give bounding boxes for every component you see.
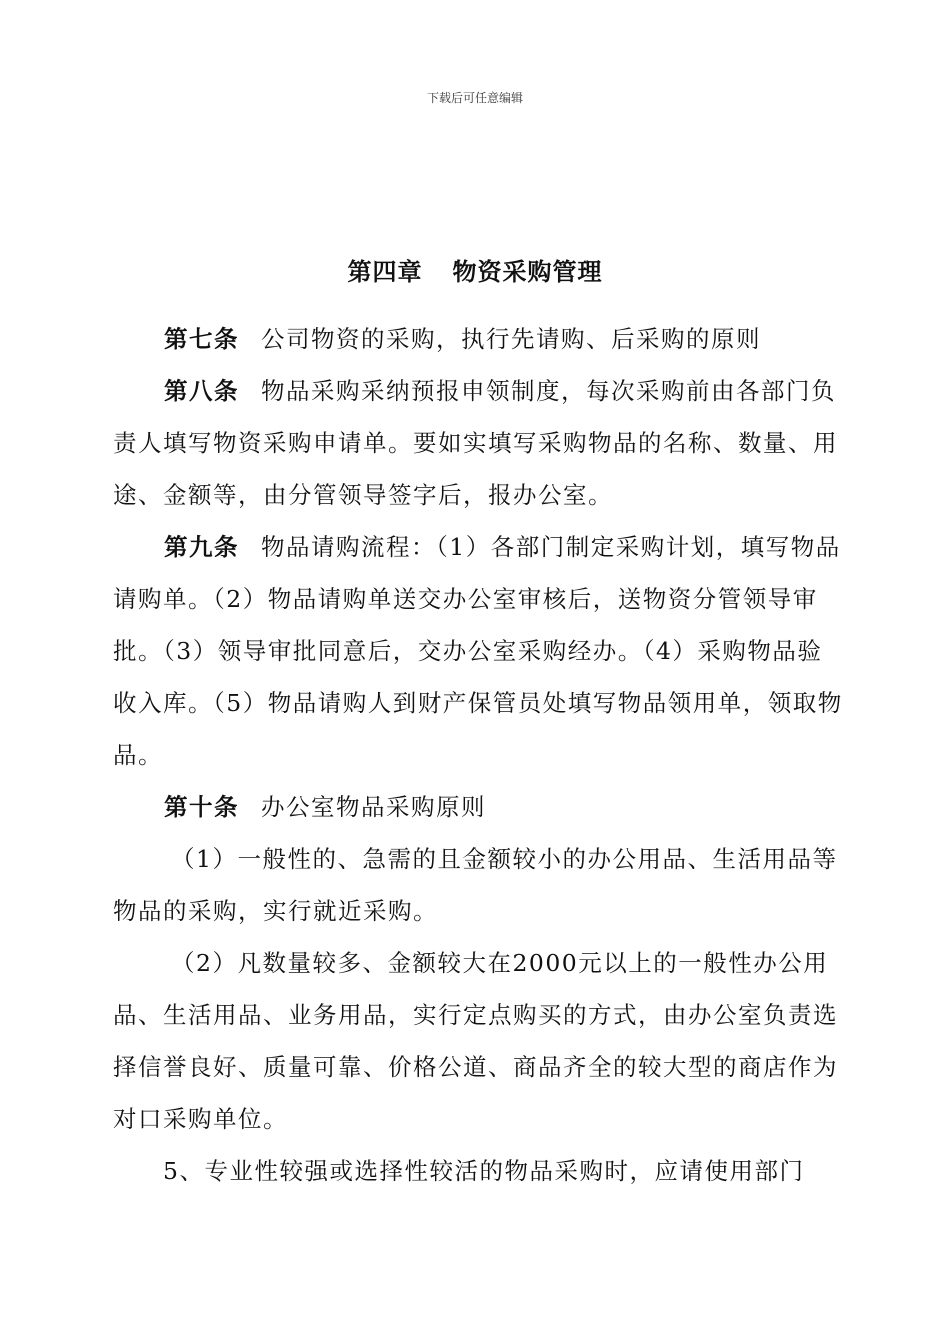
article-text: 办公室物品采购原则 bbox=[261, 793, 486, 821]
list-item-2: （2）凡数量较多、金额较大在2000元以上的一般性办公用品、生活用品、业务用品，实行定点购买的方式，由办公室负责选择信誉良好、质量可靠、价格公道、商品齐全的较大型的商店作为对口采购单位。 bbox=[113, 949, 838, 1133]
article-label: 第十条 bbox=[164, 793, 239, 821]
article-text: 物品采购采纳预报申领制度，每次采购前由各部门负责人填写物资采购申请单。要如实填写采购物品的名称、数量、用途、金额等，由分管领导签字后，报办公室。 bbox=[113, 377, 838, 509]
article-7 bbox=[113, 313, 843, 365]
chapter-number: 第四章 bbox=[347, 257, 423, 286]
article-label: 第九条 bbox=[164, 533, 239, 561]
document-body bbox=[113, 313, 843, 1197]
article-8 bbox=[113, 365, 843, 521]
article-10 bbox=[113, 781, 843, 833]
page-header: 下载后可任意编辑 bbox=[426, 91, 523, 105]
list-item-1: （1）一般性的、急需的且金额较小的办公用品、生活用品等物品的采购，实行就近采购。 bbox=[113, 845, 838, 925]
list-item-5: 5、专业性较强或选择性较活的物品采购时，应请使用部门 bbox=[163, 1157, 805, 1185]
article-label: 第七条 bbox=[164, 325, 239, 353]
article-text: 公司物资的采购，执行先请购、后采购的原则 bbox=[261, 325, 761, 353]
article-label: 第八条 bbox=[164, 377, 239, 405]
article-text: 物品请购流程：（1）各部门制定采购计划，填写物品请购单。（2）物品请购单送交办公室审核后，送物资分管领导审批。（3）领导审批同意后，交办公室采购经办。（4）采购物品验收入库。（5）物品请购人到财产保管员处填写物品领用单，领取物品。 bbox=[113, 533, 843, 769]
chapter-title bbox=[0, 252, 950, 287]
article-9 bbox=[113, 521, 843, 781]
chapter-name: 物资采购管理 bbox=[452, 257, 603, 286]
